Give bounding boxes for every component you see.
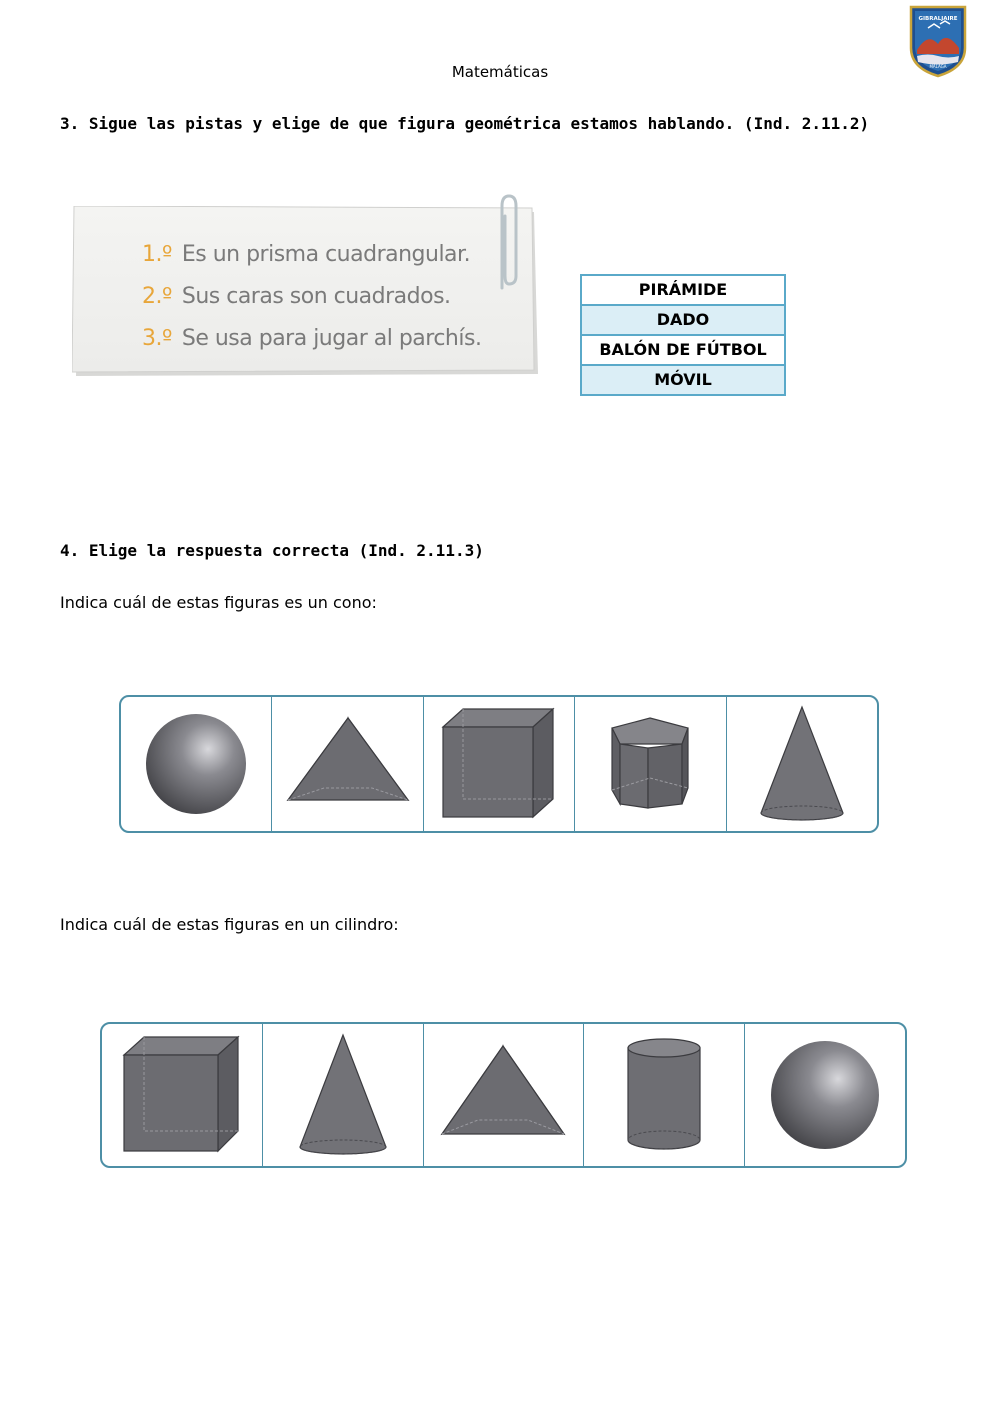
option-balon-de-futbol[interactable]: BALÓN DE FÚTBOL [582,334,784,364]
question-3-title: 3. Sigue las pistas y elige de que figura geométrica estamos hablando. (Ind. 2.11.2) [60,114,870,133]
option-piramide[interactable]: PIRÁMIDE [638,280,728,299]
option-movil[interactable]: MÓVIL [582,364,784,394]
cone-icon [757,705,847,823]
clue-2-number: 2.º [142,284,172,309]
clue-1-number: 1.º [142,242,172,267]
clue-2-text: Sus caras son cuadrados. [181,284,451,309]
shape-option-cone[interactable] [262,1024,423,1166]
sphere-icon [767,1037,883,1153]
shape-option-pyramid[interactable] [423,1024,584,1166]
school-crest-icon [908,4,968,78]
shape-option-cylinder[interactable] [583,1024,744,1166]
shape-options-cone [119,695,879,833]
cone-prompt: Indica cuál de estas figuras es un cono: [60,593,377,612]
cylinder-prompt: Indica cuál de estas figuras en un cilindro: [60,915,399,934]
option-dado[interactable]: DADO [582,304,784,334]
clue-3 [142,326,481,351]
shape-options-cylinder [100,1022,907,1168]
pyramid-icon [440,1042,566,1148]
shape-option-sphere[interactable] [121,697,271,831]
shape-option-cone[interactable] [726,697,877,831]
clue-3-number: 3.º [142,326,172,351]
sphere-icon [141,709,251,819]
shape-option-pentagonal-prism[interactable] [574,697,725,831]
clue-note-card [72,206,542,384]
question-4-title: 4. Elige la respuesta correcta (Ind. 2.11.3) [60,541,484,560]
cylinder-icon [624,1036,704,1154]
shape-option-cube[interactable] [423,697,574,831]
subject-title: Matemáticas [451,63,549,81]
pyramid-icon [286,714,410,814]
clue-2 [142,284,451,309]
cube-icon [122,1035,242,1155]
paperclip-icon [494,192,524,304]
pentagonal-prism-icon [608,716,692,812]
crest-lettering: GIBRALJAIRE [918,16,958,22]
shape-option-sphere[interactable] [744,1024,905,1166]
crest-lettering-sub: MÁLAGA [929,64,947,69]
shape-option-pyramid[interactable] [271,697,422,831]
cube-icon [441,707,557,821]
clue-1 [142,242,470,267]
clue-1-text: Es un prisma cuadrangular. [181,242,471,267]
answer-options [580,274,786,396]
clue-3-text: Se usa para jugar al parchís. [181,326,482,351]
shape-option-cube[interactable] [102,1024,262,1166]
cone-icon [296,1033,390,1157]
